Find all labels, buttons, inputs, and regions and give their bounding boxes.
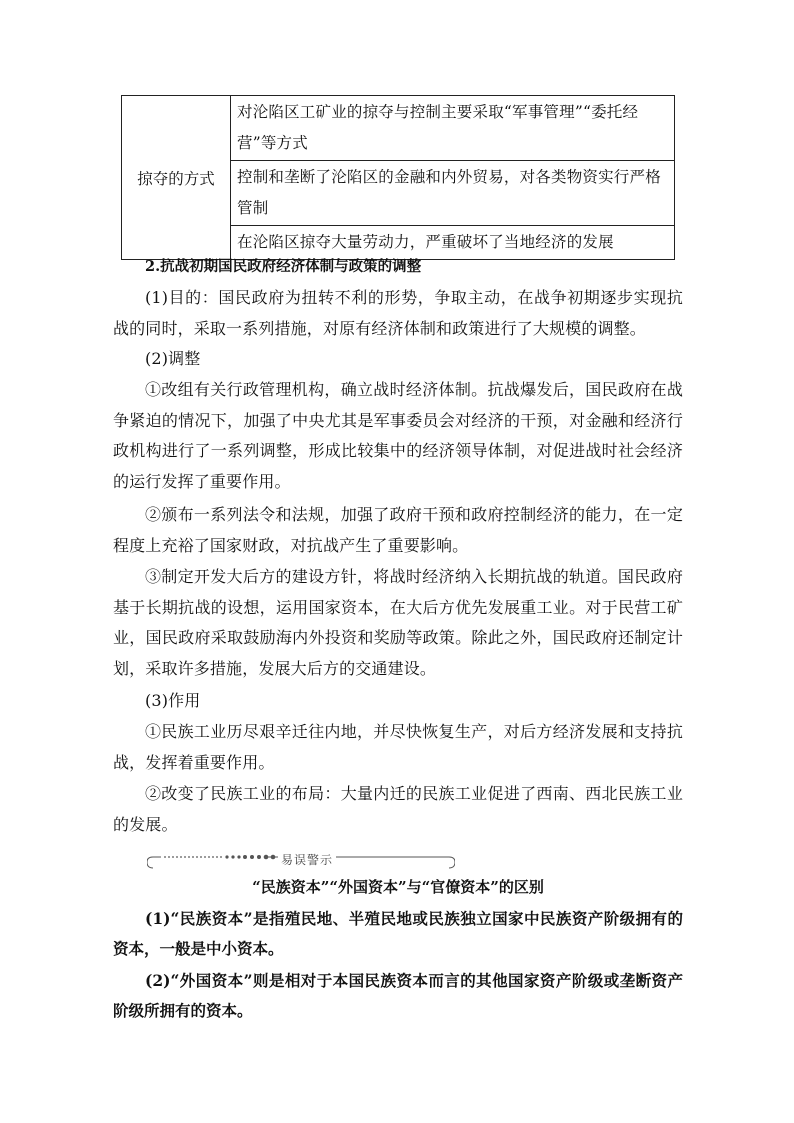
table-row [122,96,675,161]
table-cell: 控制和垄断了沦陷区的金融和内外贸易，对各类物资实行严格管制 [231,161,675,226]
effect-heading: (3)作用 [145,691,201,710]
plunder-methods-table [121,95,675,260]
table-label-cell: 掠夺的方式 [122,96,231,260]
adjust-paragraph-1: ①改组有关行政管理机构，确立战时经济体制。抗战爆发后，国民政府在战争紧迫的情况下，加强了中央尤其是军事委员会对经济的干预，对金融和经济行政机构进行了一系列调整，形成比较集中的经济领导体制，对促进战时社会经济的运行发挥了重要作用。 [113,380,683,491]
adjust-paragraph-3: ③制定开发大后方的建设方针，将战时经济纳入长期抗战的轨道。国民政府基于长期抗战的设想，运用国家资本，在大后方优先发展重工业。对于民营工矿业，国民政府采取鼓励海内外投资和奖励等政策。除此之外，国民政府还制定计划，采取许多措施，发展大后方的交通建设。 [113,567,683,678]
section-heading: 2.抗战初期国民政府经济体制与政策的调整 [145,258,422,275]
effect-paragraph-1: ①民族工业历尽艰辛迁往内地，并尽快恢复生产，对后方经济发展和支持抗战，发挥着重要作用。 [113,722,683,772]
warning-label: 易误警示 [278,851,336,868]
effect-paragraph-2: ②改变了民族工业的布局：大量内迁的民族工业促进了西南、西北民族工业的发展。 [113,784,683,834]
adjust-heading: (2)调整 [145,349,201,368]
adjust-paragraph-2: ②颁布一系列法令和法规，加强了政府干预和政府控制经济的能力，在一定程度上充裕了国家财政，对抗战产生了重要影响。 [113,505,683,555]
purpose-paragraph: (1)目的：国民政府为扭转不利的形势，争取主动，在战争初期逐步实现抗战的同时，采取一系列措施，对原有经济体制和政策进行了大规模的调整。 [113,288,683,338]
table-cell: 对沦陷区工矿业的掠夺与控制主要采取“军事管理”“委托经营”等方式 [231,96,675,161]
warning-title: “民族资本”“外国资本”与“官僚资本”的区别 [252,878,544,896]
table-cell: 在沦陷区掠夺大量劳动力，严重破坏了当地经济的发展 [231,226,675,260]
warning-item-1: (1)“民族资本”是指殖民地、半殖民地或民族独立国家中民族资产阶级拥有的资本，一般是中小资本。 [113,909,683,958]
warning-item-2: (2)“外国资本”则是相对于本国民族资本而言的其他国家资产阶级或垄断资产阶级所拥有的资本。 [113,971,683,1020]
warning-banner [147,850,455,870]
